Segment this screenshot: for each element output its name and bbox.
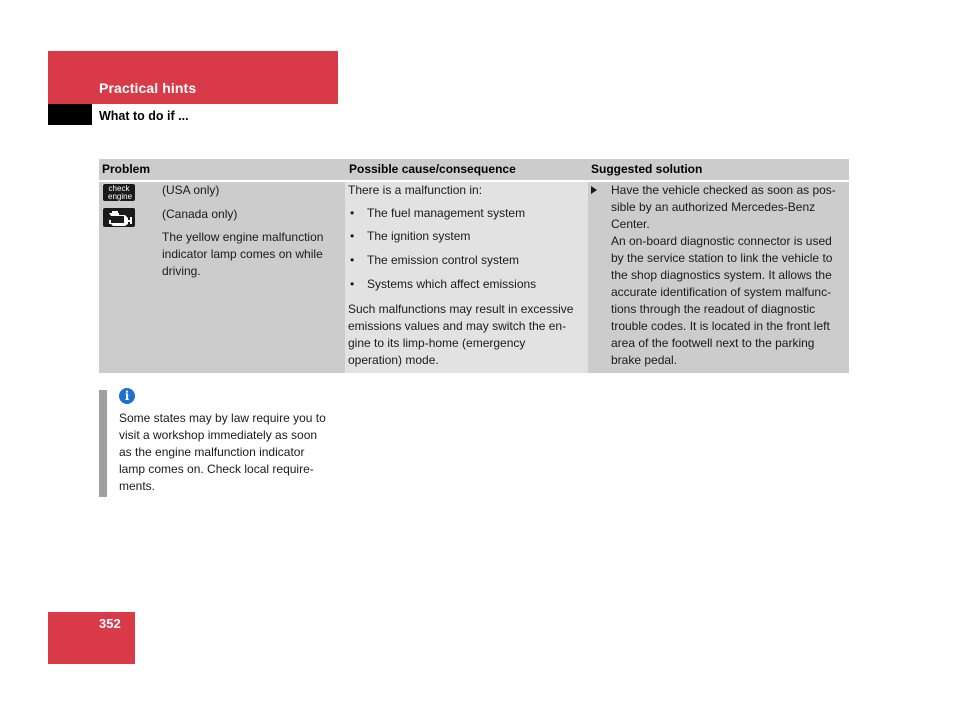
- usa-only-label: (USA only): [162, 183, 220, 197]
- solution-cell: [588, 182, 849, 373]
- problem-line: The yellow engine malfunction: [162, 230, 324, 244]
- problem-line: indicator lamp comes on while: [162, 247, 323, 261]
- cause-item-text: The fuel management system: [367, 206, 526, 220]
- solution-line: Have the vehicle checked as soon as pos-: [611, 183, 836, 197]
- note-line: lamp comes on. Check local require-: [119, 462, 314, 476]
- cause-cell: [345, 182, 588, 373]
- bullet-icon: •: [350, 206, 355, 220]
- solution-line: sible by an authorized Mercedes-Benz: [611, 200, 816, 214]
- problem-description: [162, 229, 323, 280]
- solution-line: the shop diagnostics system. It allows the: [611, 268, 832, 282]
- note-line: ments.: [119, 479, 156, 493]
- solution-line: accurate identification of system malfunc-: [611, 285, 832, 299]
- solution-text: [611, 182, 836, 369]
- bullet-icon: •: [350, 277, 355, 291]
- solution-line: An on-board diagnostic connector is used: [611, 234, 832, 248]
- solution-line: by the service station to link the vehicle to: [611, 251, 833, 265]
- consequence-line: Such malfunctions may result in excessive: [348, 302, 574, 316]
- problem-line: driving.: [162, 264, 201, 278]
- solution-line: trouble codes. It is located in the front left: [611, 319, 830, 333]
- note-line: visit a workshop immediately as soon: [119, 428, 318, 442]
- column-header-solution: Suggested solution: [591, 162, 703, 176]
- cause-intro: There is a malfunction in:: [348, 183, 483, 197]
- note-text: [119, 410, 344, 495]
- solution-line: brake pedal.: [611, 353, 678, 367]
- bullet-icon: •: [350, 229, 355, 243]
- bullet-icon: •: [350, 253, 355, 267]
- section-header-band: [48, 51, 338, 104]
- consequence-line: emissions values and may switch the en-: [348, 319, 567, 333]
- table-header-row: [99, 159, 849, 180]
- check-engine-lamp-label: check engine: [108, 184, 133, 201]
- cause-item-text: The ignition system: [367, 229, 471, 243]
- solution-line: Center.: [611, 217, 650, 231]
- solution-line: tions through the readout of diagnostic: [611, 302, 816, 316]
- cause-item-text: The emission control system: [367, 253, 520, 267]
- column-header-cause: Possible cause/consequence: [349, 162, 516, 176]
- subsection-title: What to do if ...: [99, 109, 189, 123]
- consequence-line: gine to its limp-home (emergency: [348, 336, 526, 350]
- troubleshooting-table: [99, 159, 849, 373]
- arrow-right-icon: [591, 186, 597, 194]
- problem-cell: [99, 182, 345, 373]
- section-title: Practical hints: [99, 80, 197, 96]
- note-line: as the engine malfunction indicator: [119, 445, 305, 459]
- check-engine-lamp-icon: [103, 184, 135, 201]
- page-number-band: [48, 612, 135, 664]
- consequence-line: operation) mode.: [348, 353, 439, 367]
- solution-line: area of the footwell next to the parking: [611, 336, 815, 350]
- column-header-problem: Problem: [102, 162, 151, 176]
- cause-item-text: Systems which affect emissions: [367, 277, 537, 291]
- canada-only-label: (Canada only): [162, 207, 238, 221]
- cause-consequence: [348, 301, 573, 369]
- page-number: 352: [99, 616, 121, 631]
- note-line: Some states may by law require you to: [119, 411, 326, 425]
- info-icon: i: [119, 388, 135, 404]
- subsection-marker: [48, 104, 92, 125]
- note-sidebar-bar: [99, 390, 107, 497]
- engine-symbol-icon: [103, 208, 135, 227]
